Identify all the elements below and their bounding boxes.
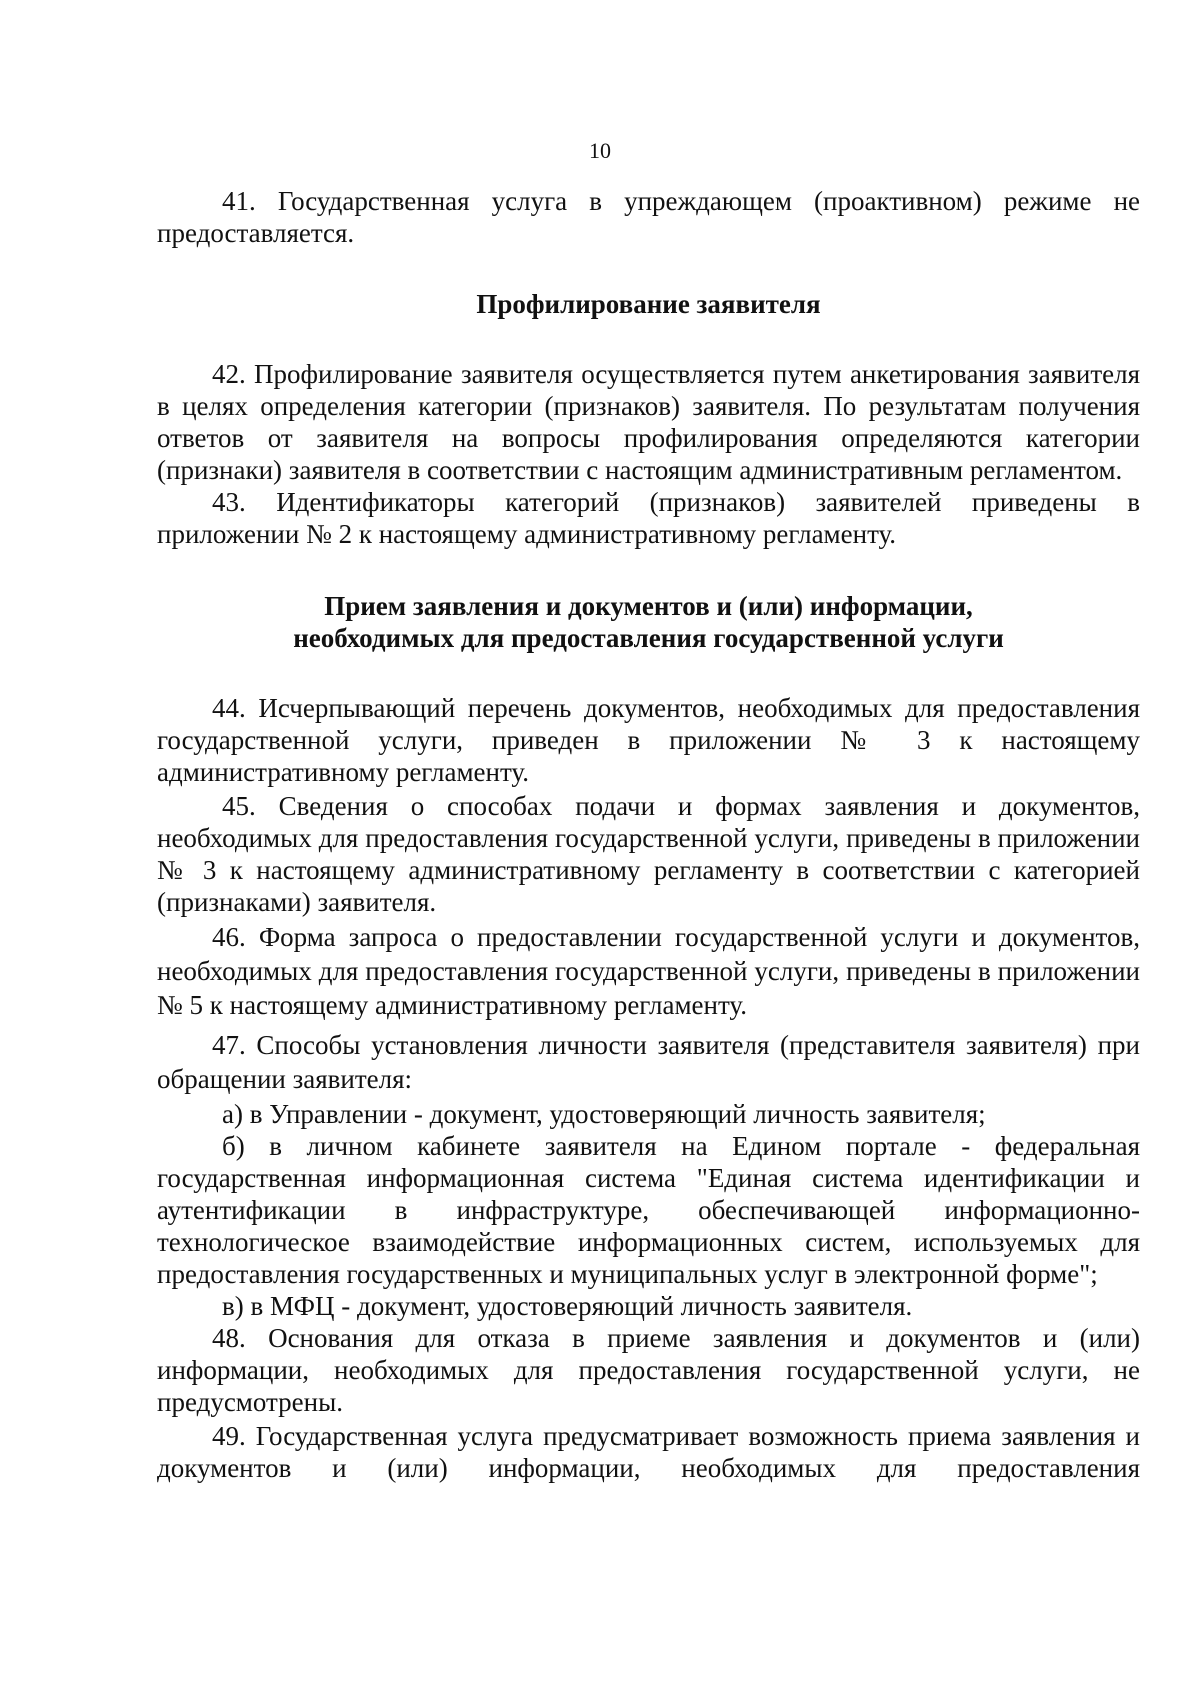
paragraph-45: 45. Сведения о способах подачи и формах заявления и документов, необходимых для предоставления государственной услуги, приведены в приложении № 3 к настоящему административному регламенту в соответствии с категорией (признаками) заявителя. [157,791,1140,917]
heading-reception-line-2: необходимых для предоставления государственной услуги [293,623,1004,653]
paragraph-47a: а) в Управлении - документ, удостоверяющий личность заявителя; [222,1099,986,1129]
paragraph-47b: б) в личном кабинете заявителя на Едином портале - федеральная государственная информационная система "Единая система идентификации и аутентификации в инфраструктуре, обеспечивающей информационно-технологическое взаимодействие информационных систем, используемых для предоставления государственных и муниципальных услуг в электронной форме"; [157,1131,1140,1289]
heading-reception-line-1: Прием заявления и документов и (или) информации, [324,591,973,621]
paragraph-48: 48. Основания для отказа в приеме заявления и документов и (или) информации, необходимых для предоставления государственной услуги, не предусмотрены. [157,1323,1140,1417]
paragraph-44: 44. Исчерпывающий перечень документов, необходимых для предоставления государственной услуги, приведен в приложении № 3 к настоящему административному регламенту. [157,693,1140,787]
heading-reception [157,590,1140,654]
document-body [157,185,1140,1484]
paragraph-42: 42. Профилирование заявителя осуществляется путем анкетирования заявителя в целях определения категории (признаков) заявителя. По результатам получения ответов от заявителя на вопросы профилирования определяются категории (признаки) заявителя в соответствии с настоящим административным регламентом. [157,359,1140,485]
paragraph-41: 41. Государственная услуга в упреждающем (проактивном) режиме не предоставляется. [157,186,1140,248]
paragraph-43: 43. Идентификаторы категорий (признаков) заявителей приведены в приложении № 2 к настоящему административному регламенту. [157,487,1140,549]
page-number: 10 [589,138,611,163]
paragraph-46: 46. Форма запроса о предоставлении государственной услуги и документов, необходимых для предоставления государственной услуги, приведены в приложении № 5 к настоящему административному регламенту. [157,922,1140,1020]
paragraph-47v: в) в МФЦ - документ, удостоверяющий личность заявителя. [222,1291,913,1321]
heading-profiling: Профилирование заявителя [476,289,821,319]
paragraph-49: 49. Государственная услуга предусматривает возможность приема заявления и документов и (или) информации, необходимых для предоставления [157,1421,1140,1483]
paragraph-47: 47. Способы установления личности заявителя (представителя заявителя) при обращении заявителя: [157,1030,1140,1094]
